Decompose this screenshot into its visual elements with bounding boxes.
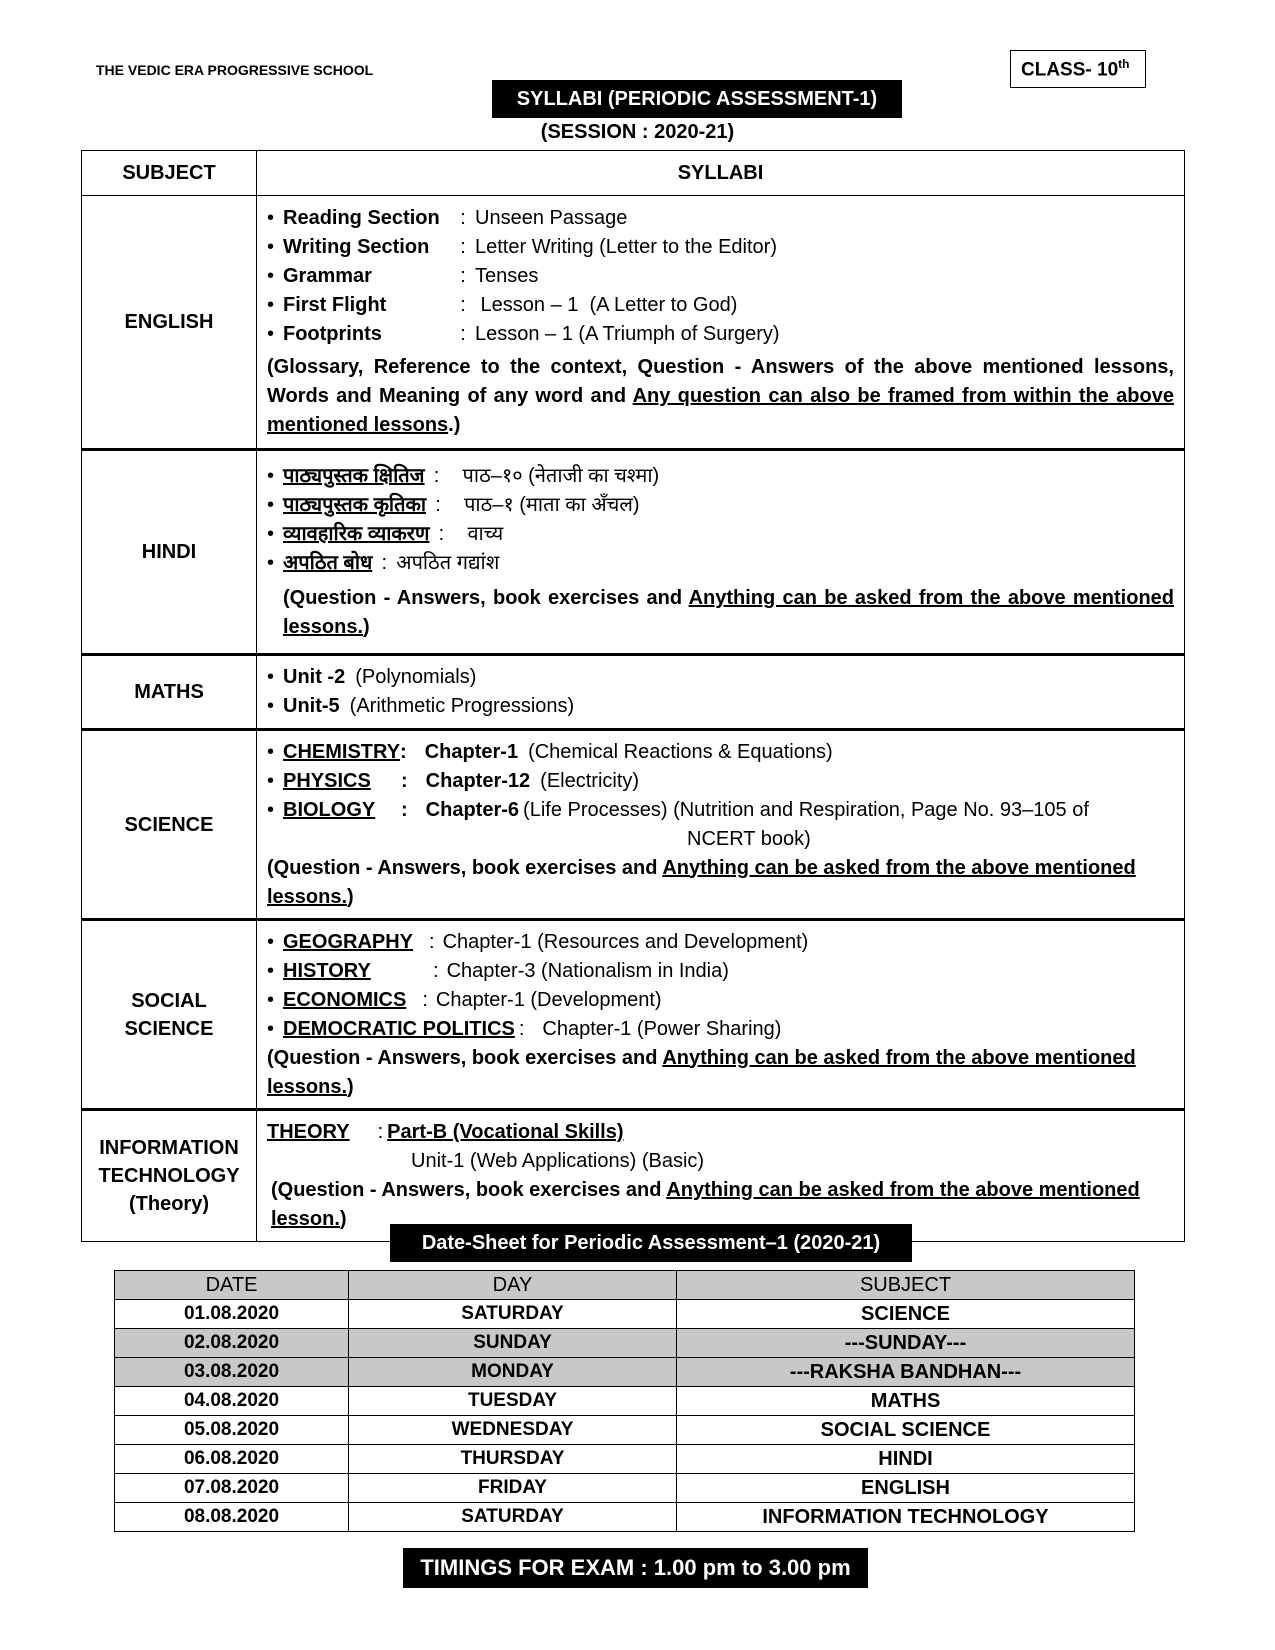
hindi-row <box>82 450 1185 655</box>
date-header: DATE <box>115 1271 349 1300</box>
science-subject: SCIENCE <box>82 730 257 920</box>
biology-continued: NCERT book) <box>687 827 811 850</box>
list-item: • पाठ्यपुस्तक कृतिका : पाठ–१ (माता का अँचल) <box>267 494 640 516</box>
list-item: • First Flight : Lesson – 1 (A Letter to God) <box>267 294 738 316</box>
school-name: THE VEDIC ERA PROGRESSIVE SCHOOL <box>96 62 374 78</box>
hindi-syllabus <box>257 450 1185 655</box>
social-science-row <box>82 920 1185 1110</box>
datesheet-header-row <box>115 1271 1135 1300</box>
syllabus-header-row <box>82 151 1185 196</box>
english-subject: ENGLISH <box>82 196 257 450</box>
maths-row <box>82 655 1185 730</box>
list-item: • GEOGRAPHY : Chapter-1 (Resources and Development) <box>267 930 809 953</box>
hindi-subject: HINDI <box>82 450 257 655</box>
it-row <box>82 1110 1185 1242</box>
table-row: 03.08.2020 MONDAY ---RAKSHA BANDHAN--- <box>115 1358 1135 1387</box>
list-item: • Reading Section : Unseen Passage <box>267 207 628 229</box>
syllabus-title: SYLLABI (PERIODIC ASSESSMENT-1) <box>492 80 902 118</box>
list-item: • Writing Section : Letter Writing (Letter to the Editor) <box>267 236 777 258</box>
syllabus-table <box>81 150 1185 1242</box>
list-item: • BIOLOGY : Chapter-6 (Life Processes) (Nutrition and Respiration, Page No. 93–105 of <box>267 798 1089 821</box>
class-label: CLASS- 10th <box>1010 50 1146 88</box>
maths-syllabus <box>257 655 1185 730</box>
day-header: DAY <box>349 1271 677 1300</box>
subject-header: SUBJECT <box>677 1271 1135 1300</box>
table-row: 01.08.2020 SATURDAY SCIENCE <box>115 1300 1135 1329</box>
list-item: • अपठित बोध : अपठित गद्यांश <box>267 552 500 574</box>
datesheet-title: Date-Sheet for Periodic Assessment–1 (2020-21) <box>390 1224 912 1262</box>
datesheet-table <box>114 1270 1135 1532</box>
it-theory-line: THEORY : Part-B (Vocational Skills) <box>267 1121 624 1143</box>
session-label: (SESSION : 2020-21) <box>540 121 735 143</box>
it-unit: Unit-1 (Web Applications) (Basic) <box>411 1150 705 1172</box>
list-item: • Unit-5 (Arithmetic Progressions) <box>267 695 575 717</box>
english-note: (Glossary, Reference to the context, Question - Answers of the above mentioned lessons, Words and Meaning of any word and Any question can also be framed from within the above mentioned lessons.) <box>267 356 1174 436</box>
subject-header: SUBJECT <box>82 151 257 196</box>
table-row: 04.08.2020 TUESDAY MATHS <box>115 1387 1135 1416</box>
table-row: 06.08.2020 THURSDAY HINDI <box>115 1445 1135 1474</box>
list-item: • ECONOMICS : Chapter-1 (Development) <box>267 988 662 1011</box>
maths-subject: MATHS <box>82 655 257 730</box>
list-item: • पाठ्यपुस्तक क्षितिज : पाठ–१० (नेताजी का चश्मा) <box>267 465 660 487</box>
social-science-subject: SOCIAL SCIENCE <box>82 920 257 1110</box>
list-item: • Unit -2 (Polynomials) <box>267 666 477 688</box>
it-syllabus <box>257 1110 1185 1242</box>
exam-timings: TIMINGS FOR EXAM : 1.00 pm to 3.00 pm <box>403 1548 868 1588</box>
list-item: • PHYSICS : Chapter-12 (Electricity) <box>267 769 640 792</box>
table-row: 02.08.2020 SUNDAY ---SUNDAY--- <box>115 1329 1135 1358</box>
list-item: • व्यावहारिक व्याकरण : वाच्य <box>267 523 504 545</box>
list-item: • Grammar : Tenses <box>267 265 539 287</box>
science-note: (Question - Answers, book exercises and Anything can be asked from the above mentioned lessons.) <box>267 856 1136 908</box>
table-row: 05.08.2020 WEDNESDAY SOCIAL SCIENCE <box>115 1416 1135 1445</box>
english-row <box>82 196 1185 450</box>
list-item: • HISTORY : Chapter-3 (Nationalism in India) <box>267 959 729 982</box>
list-item: • Footprints : Lesson – 1 (A Triumph of Surgery) <box>267 323 780 345</box>
social-science-syllabus <box>257 920 1185 1110</box>
table-row: 07.08.2020 FRIDAY ENGLISH <box>115 1474 1135 1503</box>
science-row <box>82 730 1185 920</box>
table-row: 08.08.2020 SATURDAY INFORMATION TECHNOLOGY <box>115 1503 1135 1532</box>
it-note: (Question - Answers, book exercises and Anything can be asked from the above mentioned lesson.) <box>271 1179 1140 1230</box>
list-item: • DEMOCRATIC POLITICS : Chapter-1 (Power Sharing) <box>267 1017 782 1040</box>
science-syllabus <box>257 730 1185 920</box>
it-subject: INFORMATION TECHNOLOGY (Theory) <box>82 1110 257 1242</box>
english-syllabus <box>257 196 1185 450</box>
social-science-note: (Question - Answers, book exercises and Anything can be asked from the above mentioned lessons.) <box>267 1046 1136 1098</box>
syllabi-header: SYLLABI <box>257 151 1185 196</box>
hindi-note: (Question - Answers, book exercises and Anything can be asked from the above mentioned lessons.) <box>283 587 1175 638</box>
list-item: • CHEMISTRY : Chapter-1 (Chemical Reactions & Equations) <box>267 740 833 763</box>
